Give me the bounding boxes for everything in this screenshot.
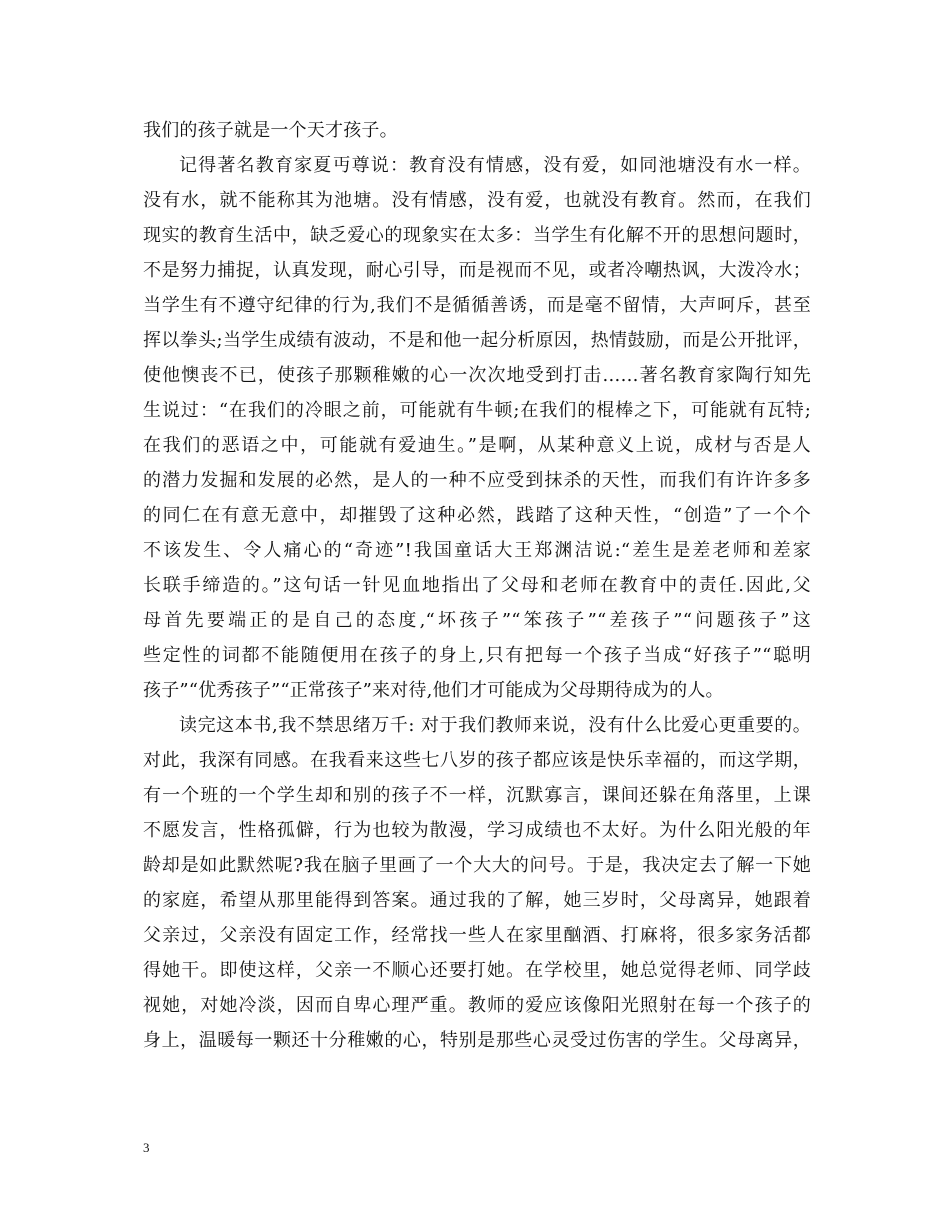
text-line: 些定性的词都不能随便用在孩子的身上,只有把每一个孩子当成“好孩子”“聪明 <box>143 645 811 666</box>
text-line: 挥以拳头;当学生成绩有波动，不是和他一起分析原因，热情鼓励，而是公开批评， <box>143 330 811 351</box>
text-line: 生说过：“在我们的冷眼之前，可能就有牛顿;在我们的棍棒之下，可能就有瓦特; <box>143 400 811 421</box>
text-line: 不是努力捕捉，认真发现，耐心引导，而是视而不见，或者冷嘲热讽，大泼冷水； <box>143 260 811 281</box>
text-line: 孩子”“优秀孩子”“正常孩子”来对待,他们才可能成为父母期待成为的人。 <box>143 680 724 701</box>
text-line: 父亲过，父亲没有固定工作，经常找一些人在家里酗酒、打麻将，很多家务活都 <box>143 925 811 946</box>
text-line: 有一个班的一个学生却和别的孩子不一样，沉默寡言，课间还躲在角落里，上课 <box>143 785 811 806</box>
text-line: 龄却是如此默然呢?我在脑子里画了一个大大的问号。于是，我决定去了解一下她 <box>143 855 811 876</box>
text-line: 没有水，就不能称其为池塘。没有情感，没有爱，也就没有教育。然而，在我们 <box>143 190 811 211</box>
text-line: 得她干。即使这样，父亲一不顺心还要打她。在学校里，她总觉得老师、同学歧 <box>143 960 811 981</box>
text-line: 使他懊丧不已，使孩子那颗稚嫩的心一次次地受到打击……著名教育家陶行知先 <box>143 365 811 386</box>
text-line: 我们的孩子就是一个天才孩子。 <box>143 120 398 141</box>
text-line: 在我们的恶语之中，可能就有爱迪生。”是啊，从某种意义上说，成材与否是人 <box>143 435 811 456</box>
text-line: 对此，我深有同感。在我看来这些七八岁的孩子都应该是快乐幸福的，而这学期， <box>143 750 811 771</box>
text-line: 母首先要端正的是自己的态度,“坏孩子”“笨孩子”“差孩子”“问题孩子”这 <box>143 610 811 631</box>
text-line: 不愿发言，性格孤僻，行为也较为散漫，学习成绩也不太好。为什么阳光般的年 <box>143 820 811 841</box>
text-line: 不该发生、令人痛心的“奇迹”!我国童话大王郑渊洁说:“差生是差老师和差家 <box>143 540 811 561</box>
body-text <box>143 113 811 1058</box>
text-line: 的潜力发掘和发展的必然，是人的一种不应受到抹杀的天性，而我们有许许多多 <box>143 470 811 491</box>
text-line: 现实的教育生活中，缺乏爱心的现象实在太多：当学生有化解不开的思想问题时， <box>143 225 811 246</box>
text-line: 的家庭，希望从那里能得到答案。通过我的了解，她三岁时，父母离异，她跟着 <box>143 890 811 911</box>
text-line: 视她，对她冷淡，因而自卑心理严重。教师的爱应该像阳光照射在每一个孩子的 <box>143 995 811 1016</box>
paragraph-first-line: 读完这本书,我不禁思绪万千: 对于我们教师来说，没有什么比爱心更重要的。 <box>179 715 811 736</box>
paragraph-first-line: 记得著名教育家夏丏尊说：教育没有情感，没有爱，如同池塘没有水一样。 <box>179 155 811 176</box>
text-line: 的同仁在有意无意中，却摧毁了这种必然，践踏了这种天性，“创造”了一个个 <box>143 505 811 526</box>
text-line: 长联手缔造的。”这句话一针见血地指出了父母和老师在教育中的责任.因此,父 <box>143 575 811 596</box>
text-line: 身上，温暖每一颗还十分稚嫩的心，特别是那些心灵受过伤害的学生。父母离异， <box>143 1030 811 1051</box>
text-line: 当学生有不遵守纪律的行为,我们不是循循善诱，而是毫不留情，大声呵斥，甚至 <box>143 295 811 316</box>
page-number: 3 <box>143 1140 150 1155</box>
